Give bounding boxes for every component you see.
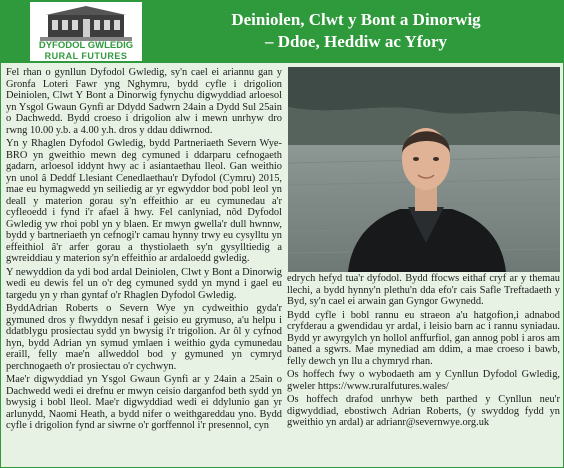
article-column-right bbox=[287, 273, 560, 431]
title-line-2: – Ddoe, Heddiw ac Yfory bbox=[264, 32, 448, 51]
paragraph: edrych hefyd tua'r dyfodol. Bydd ffocws eithaf cryf ar y themau llechi, a bydd hynny'n plethu'n dda efo'r cais Safle Treftadaeth y Byd, sy'n cael ei arwain gan Gyngor Gwynedd. bbox=[287, 273, 560, 307]
logo-text-english: RURAL FUTURES bbox=[44, 51, 128, 61]
portrait-photo bbox=[288, 67, 560, 272]
paragraph: Fel rhan o gynllun Dyfodol Gwledig, sy'n cael ei ariannu gan y Gronfa Loteri Fawr yng Nghymru, bydd cyfle i drigolion Deiniolen, Clwt Y Bont a Dinorwig fynychu digwyddiad arloesol yn Ysgol Gwaun Gynfi ar Ddydd Sadwrn 24ain a Dydd Sul 25ain o Dachwedd. Bydd croeso i drigolion alw i mewn unrhyw dro rwng 10.00 y.b. a 4.00 y.h. dros y ddau ddiwrnod. bbox=[6, 67, 282, 136]
paragraph: Os hoffech fwy o wybodaeth am y Cynllun Dyfodol Gwledig, gweler https://www.ruralfutures.wales/ bbox=[287, 369, 560, 392]
article-column-left bbox=[6, 67, 282, 434]
paragraph: Y newyddion da ydi bod ardal Deiniolen, Clwt y Bont a Dinorwig wedi eu dewis fel un o'r deg cymuned sydd yn mynd i gael eu targedu yn y rhan gyntaf o'r Rhaglen Dyfodol Gwledig. bbox=[6, 266, 282, 301]
paragraph: Mae'r digwyddiad yn Ysgol Gwaun Gynfi ar y 24ain a 25ain o Dachwedd wedi ei drefnu er mwyn ceisio darganfod beth sydd yn bwysig i bobl lleol. Mae'r digwyddiad wedi ei ddylunio gan yr arlunydd, Naomi Heath, a bydd nifer o weithgareddau yno. Bydd cyfle i drigolion fynd ar siwrne o'r gorffennol i'r presennol, cyn bbox=[6, 374, 282, 431]
building-logo-icon bbox=[40, 5, 132, 41]
page-title bbox=[151, 9, 561, 53]
paragraph: Yn y Rhaglen Dyfodol Gwledig, bydd Partneriaeth Severn Wye-BRO yn gweithio mewn deg cymuned i ddarparu cefnogaeth gadarn, arloesol iddynt hwy ac i asiantaethau lleol. Gan weithio yn unol â Deddf Llesiant Cenedlaethau'r Dyfodol (Cymru) 2015, mae eu hymagwedd yn seiliedig ar yr egwyddor bod pobl leol yn deall y materion gorau sy'n effeithio ar eu cymunedau a'r cyfleoedd i fynd i'r afael â hwy. Fel canlyniad, nôd Dyfodol Gwledig yw rhoi pobl yn y blaen. Er mwyn gwella'r dull hwnnw, bydd y bartneriaeth yn cefnogi'r camau hynny trwy eu cysylltu yn effeithiol â'r arfer gorau a thystiolaeth sy'n gysylltiedig a gwreiddiau y materion sy'n effeithio ar ardaloedd gwledig. bbox=[6, 138, 282, 264]
paragraph: Bydd cyfle i bobl rannu eu straeon a'u hatgofion,i adnabod cryfderau a gwendidau yr ardal, i leisio barn ac i rannu syniadau. Bydd yr awyrgylch yn hollol anffurfiol, gan annog pobl i aros am baned a sgwrs. Mae mynediad am ddim, a mae croeso i bawb, felly dewch yn llu a chymryd rhan. bbox=[287, 309, 560, 367]
title-line-1: Deiniolen, Clwt y Bont a Dinorwig bbox=[231, 10, 481, 29]
paragraph: ByddAdrian Roberts o Severn Wye yn cydweithio gyda'r gymuned dros y flwyddyn nesaf i geisio eu grymuso, a'u helpu i ddatblygu prosiectau sydd yn bwysig i'r trigolion. Ar ôl y cyfnod hyn, bydd Adrian yn symud ymlaen i weithio gyda cymunedau eraill, felly mae'n allweddol bod y gymuned yn cymryd perchnogaeth o'r prosiectau o'r cychwyn. bbox=[6, 303, 282, 372]
paragraph: Os hoffech drafod unrhyw beth parthed y Cynllun neu'r digwyddiad, ebostiwch Adrian Roberts, (y swyddog fydd yn gweithio yn ardal) ar adrianr@severnwye.org.uk bbox=[287, 394, 560, 428]
header-banner bbox=[1, 1, 563, 63]
logo-text-welsh: DYFODOL GWLEDIG bbox=[38, 40, 134, 51]
rural-futures-logo bbox=[30, 2, 142, 61]
